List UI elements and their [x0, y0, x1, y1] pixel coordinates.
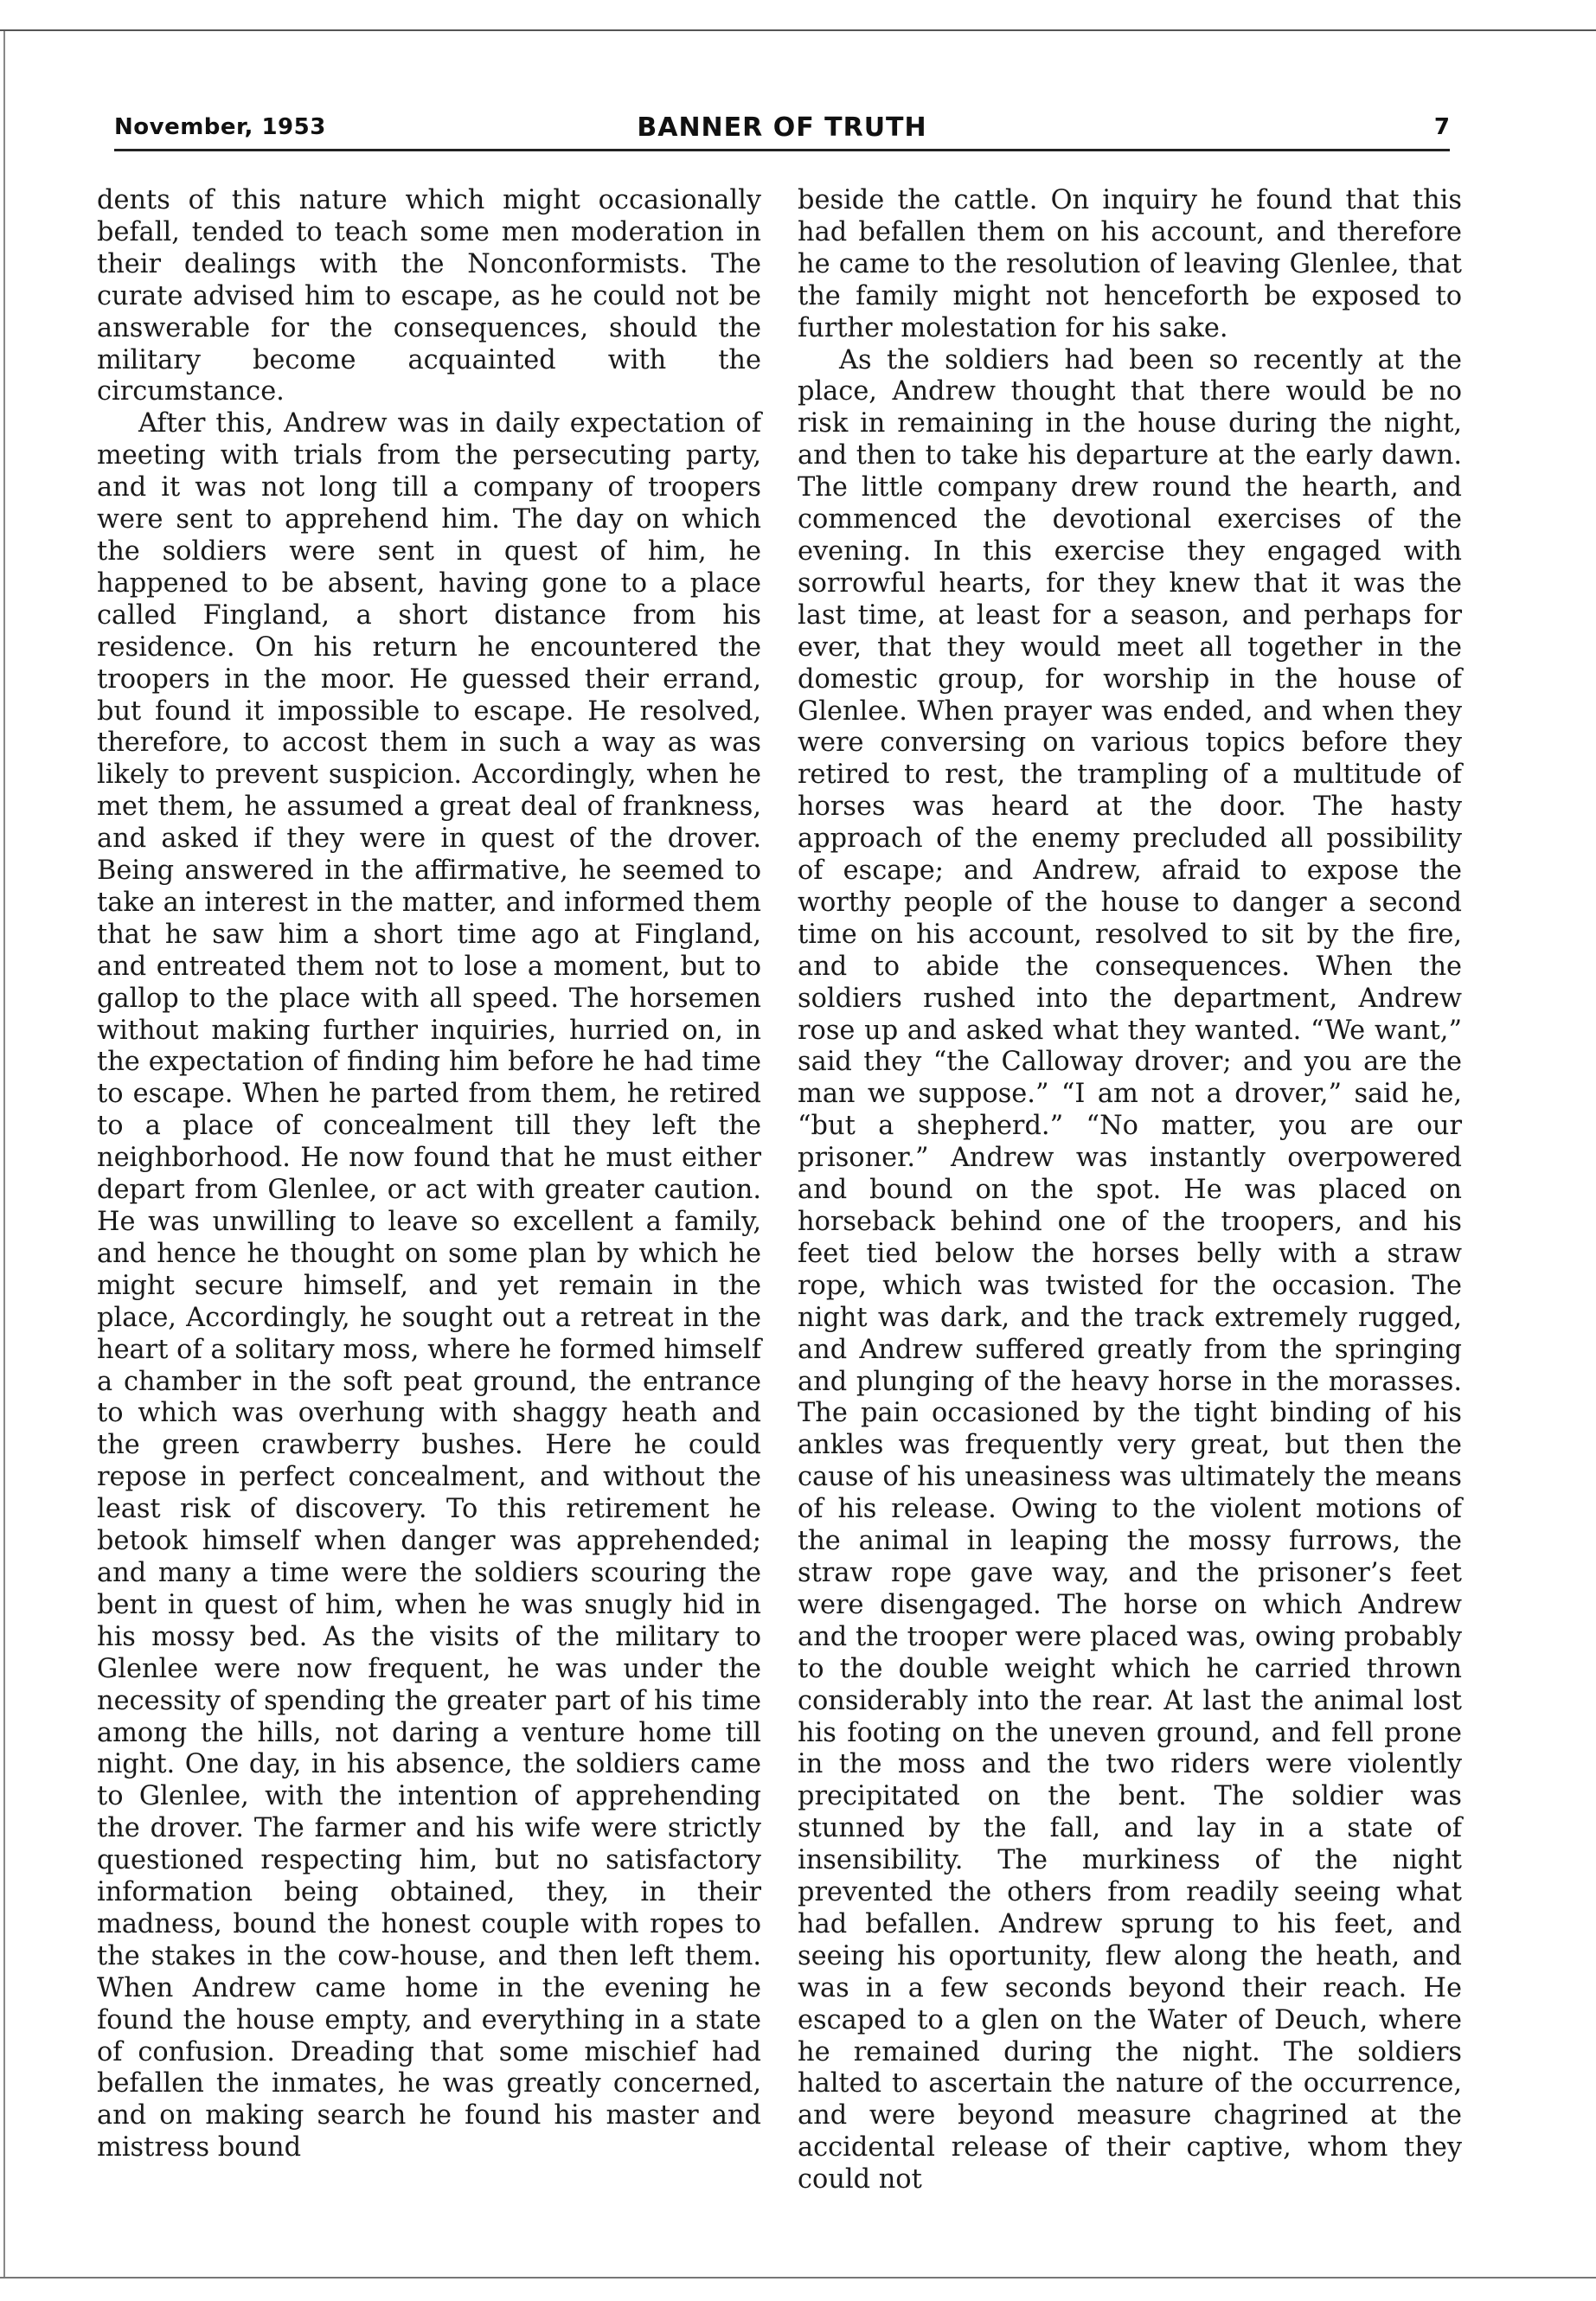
right-column [798, 185, 1462, 2196]
publication-title: BANNER OF TRUTH [637, 112, 927, 143]
left-paragraph-2: After this, Andrew was in daily expectation of meeting with trials from the persecuting party, and it was not long till a company of troopers were sent to apprehend him. The day on which the soldiers were sent in quest of him, he happened to be absent, having gone to a place called Fingland, a short distance from his residence. On his return he encountered the troopers in the moor. He guessed their errand, but found it impossible to escape. He resolved, therefore, to accost them in such a way as was likely to prevent suspicion. Accordingly, when he met them, he assumed a great deal of frankness, and asked if they were in quest of the drover. Being answered in the affirmative, he seemed to take an interest in the matter, and informed them that he saw him a short time ago at Fingland, and entreated them not to lose a moment, but to gallop to the place with all speed. The horsemen without making further inquiries, hurried on, in the expectation of finding him before he had time to escape. When he parted from them, he retired to a place of concealment till they left the neighborhood. He now found that he must either depart from Glenlee, or act with greater caution. He was unwilling to leave so excellent a family, and hence he thought on some plan by which he might secure himself, and yet remain in the place, Accordingly, he sought out a retreat in the heart of a solitary moss, where he formed himself a chamber in the soft peat ground, the entrance to which was overhung with shaggy heath and the green crawberry bushes. Here he could repose in perfect concealment, and without the least risk of discovery. To this retirement he betook himself when danger was apprehended; and many a time were the soldiers scouring the bent in quest of him, when he was snugly hid in his mossy bed. As the visits of the military to Glenlee were now frequent, he was under the necessity of spending the greater part of his time among the hills, not daring a venture home till night. One day, in his absence, the soldiers came to Glenlee, with the intention of apprehending the drover. The farmer and his wife were strictly questioned respecting him, but no satisfactory information being obtained, they, in their madness, bound the honest couple with ropes to the stakes in the cow-house, and then left them. When Andrew came home in the evening he found the house empty, and everything in a state of confusion. Dreading that some mischief had befallen the inmates, he was greatly concerned, and on making search he found his master and mistress bound [97, 408, 761, 2163]
left-paragraph-1: dents of this nature which might occasionally befall, tended to teach some men moderation in their dealings with the Nonconformists. The curate advised him to escape, as he could not be answerable for the consequences, should the military become acquainted with the circumstance. [97, 185, 761, 407]
left-column [97, 185, 761, 2164]
issue-date: November, 1953 [114, 114, 326, 140]
page-number: 7 [1433, 114, 1450, 140]
running-header [114, 111, 1450, 151]
right-paragraph-1: beside the cattle. On inquiry he found that this had befallen them on his account, and therefore he came to the resolution of leaving Glenlee, that the family might not henceforth be exposed to further molestation for his sake. [798, 185, 1462, 343]
right-paragraph-2: As the soldiers had been so recently at the place, Andrew thought that there would be no risk in remaining in the house during the night, and then to take his departure at the early dawn. The little company drew round the hearth, and commenced the devotional exercises of the evening. In this exercise they engaged with sorrowful hearts, for they knew that it was the last time, at least for a season, and perhaps for ever, that they would meet all together in the domestic group, for worship in the house of Glenlee. When prayer was ended, and when they were conversing on various topics before they retired to rest, the trampling of a multitude of horses was heard at the door. The hasty approach of the enemy precluded all possibility of escape; and Andrew, afraid to expose the worthy people of the house to danger a second time on his account, resolved to sit by the fire, and to abide the consequences. When the soldiers rushed into the department, Andrew rose up and asked what they wanted. “We want,” said they “the Calloway drover; and you are the man we suppose.” “I am not a drover,” said he, “but a shepherd.” “No matter, you are our prisoner.” Andrew was instantly overpowered and bound on the spot. He was placed on horseback behind one of the troopers, and his feet tied below the horses belly with a straw rope, which was twisted for the occasion. The night was dark, and the track extremely rugged, and Andrew suffered greatly from the springing and plunging of the heavy horse in the morasses. The pain occasioned by the tight binding of his ankles was frequently very great, but then the cause of his uneasiness was ultimately the means of his release. Owing to the violent motions of the animal in leaping the mossy furrows, the straw rope gave way, and the prisoner’s feet were disengaged. The horse on which Andrew and the trooper were placed was, owing probably to the double weight which he carried thrown considerably into the rear. At last the animal lost his footing on the uneven ground, and fell prone in the moss and the two riders were violently precipitated on the bent. The soldier was stunned by the fall, and lay in a state of insensibility. The murkiness of the night prevented the others from readily seeing what had befallen. Andrew sprung to his feet, and seeing his oportunity, flew along the heath, and was in a few seconds beyond their reach. He escaped to a glen on the Water of Deuch, where he remained during the night. The soldiers halted to ascertain the nature of the occurrence, and were beyond measure chagrined at the accidental release of their captive, whom they could not [798, 344, 1462, 2195]
